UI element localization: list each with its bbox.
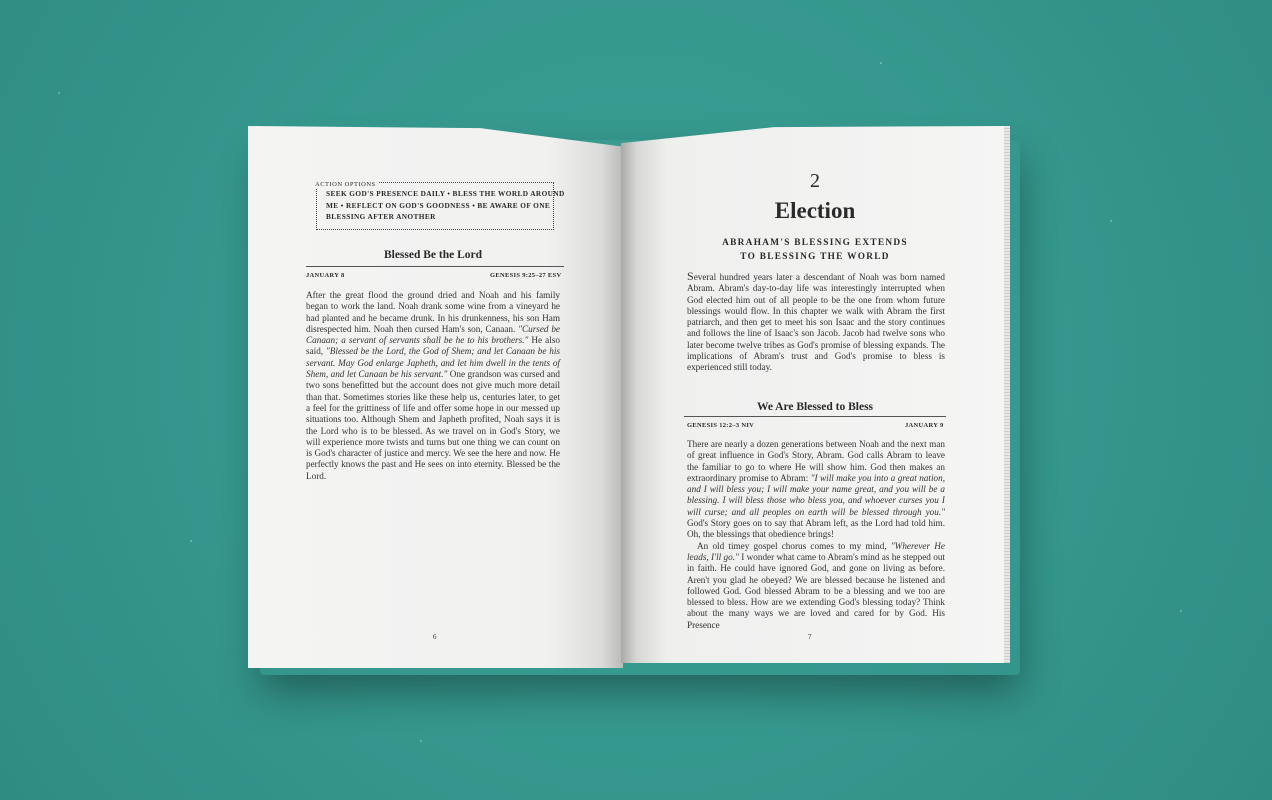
background-speck [880,62,882,64]
chapter-subtitle-line: ABRAHAM'S BLESSING EXTENDS [722,238,908,248]
section-title: We Are Blessed to Bless [756,401,874,413]
page-number: 6 [433,633,437,641]
devotional-body [687,439,945,630]
action-option-line: ME • REFLECT ON GOD'S GOODNESS • BE AWARE OF ONE [326,201,551,210]
action-options-label: ACTION OPTIONS [315,181,376,188]
action-option-line: BLESSING AFTER ANOTHER [326,212,436,221]
background-speck [1180,610,1182,612]
devotional-body [306,290,560,482]
drop-cap: S [687,269,694,283]
scripture-quote: "Cursed be Canaan; a servant of servants shall be he to his brothers." [306,323,560,346]
page-number: 7 [808,633,812,641]
intro-text: everal hundred years later a descendant of Noah was born named Abram. Abram's day-to-day life was interestingly interrupted when God elected him out of all people to be the one from whom future blessings would flow. In this chapter we walk with Abram the first patriarch, and then get to meet his son Isaac and the story continues and follows the line of Isaac's son Jacob. Jacob had twelve sons who later become twelve tribes as God's promise of blessing expands. The implications of Abram's trust and God's promise to bless is experienced still today. [687,272,945,373]
body-text: God's Story goes on to say that Abram left, as the Lord had told him. Oh, the blessings that obedience brings! [687,518,945,540]
background-speck [58,92,60,94]
scripture-quote: "I will make you into a great nation, and I will bless you; I will make your name great, and you will be a blessing. I will bless those who bless you, and whoever curses you I will curse; and all peoples on earth will be blessed through you." [687,472,945,517]
body-text: An old timey gospel chorus comes to my mind, [697,540,891,551]
scripture-reference: GENESIS 9:25–27 ESV [490,272,562,279]
section-title: Blessed Be the Lord [383,249,483,261]
section-rule [306,266,564,267]
chapter-title: Election [774,198,856,223]
background-speck [190,540,192,542]
body-text: I wonder what came to Abram's mind as he stepped out in faith. He could have ignored God, and gone on living as before. Aren't you glad he obeyed? We are blessed because he listened and followed God. God blessed Abram to be a blessing and we too are blessed to bless. How are we extending God's blessing today? Think about the many ways we are loved and cared for by God. His Presence [687,551,945,630]
entry-date: JANUARY 9 [905,422,944,429]
body-text: There are nearly a dozen generations between Noah and the next man of great influence in God's Story, Abram. God calls Abram to leave the familiar to go to where He will show him. God then makes an extraordinary promise to Abram: [687,439,945,483]
chapter-subtitle-line: TO BLESSING THE WORLD [740,252,890,262]
entry-date: JANUARY 8 [306,272,345,279]
chapter-subtitle [685,236,945,264]
chorus-quote: "Wherever He leads, I'll go." [687,540,945,562]
body-text: One grandson was cursed and two sons benefitted but the account does not give much more detail than that. Sometimes stories like these help us, centuries later, to get a feel for the grittiness of life and offer some hope in our messed up situations too. Although Shem and Japheth profited, Noah says it is the Lord who is to be blessed. As we travel on in God's Story, we will experience more twists and turns but one thing we can count on is God's character of justice and mercy. We see the here and now. He perfectly knows the past and He sees on into eternity. Blessed be the Lord. [306,369,560,481]
body-text: After the great flood the ground dried and Noah and his family began to work the land. Noah drank some wine from a vineyard he had planted and he became drunk. In his drunkenness, his son Ham disrespected him. Noah then cursed Ham's son, Canaan. [306,290,560,334]
action-option-line: SEEK GOD'S PRESENCE DAILY • BLESS THE WORLD AROUND [326,189,565,198]
chapter-number: 2 [810,170,820,192]
scripture-reference: GENESIS 12:2–3 NIV [687,422,755,429]
chapter-intro [687,271,945,374]
scripture-quote: "Blessed be the Lord, the God of Shem; and let Canaan be his servant. May God enlarge Japheth, and let him dwell in the tents of Shem, and let Canaan be his servant." [306,346,560,380]
section-rule [684,416,946,417]
body-text: He also said, [306,335,560,357]
page-edges [1004,126,1010,663]
background-speck [1110,220,1112,222]
background-speck [420,740,422,742]
